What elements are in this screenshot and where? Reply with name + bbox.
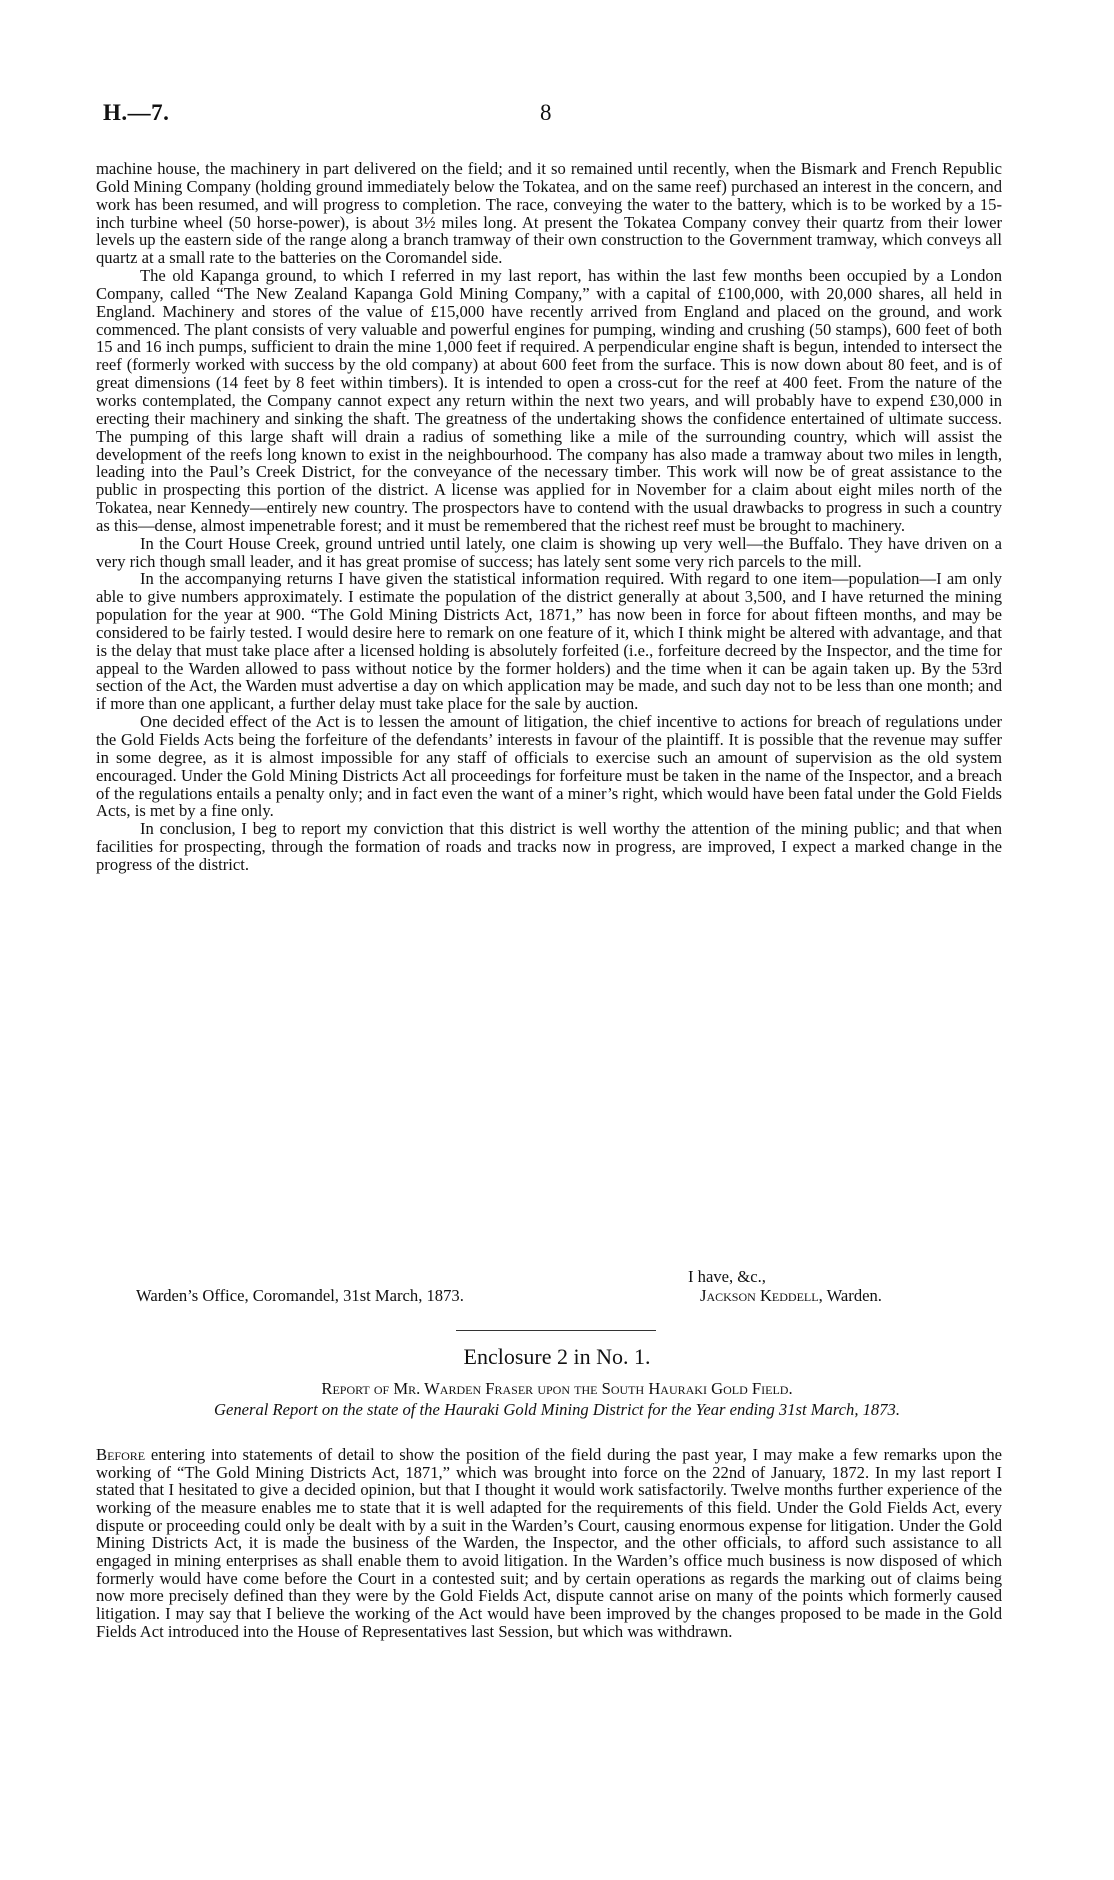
enclosure-heading: Enclosure 2 in No. 1. xyxy=(463,1344,651,1369)
report-title: Report of Mr. Warden Fraser upon the South Hauraki Gold Field. xyxy=(321,1379,793,1398)
warden-report-body xyxy=(96,160,1002,874)
page-number: 8 xyxy=(540,100,552,125)
office-date-line: Warden’s Office, Coromandel, 31st March, 1873. xyxy=(136,1286,464,1305)
section-divider xyxy=(456,1330,656,1331)
paragraph-body: entering into statements of detail to show the position of the field during the past year, I may make a few remarks upon the working of “The Gold Mining Districts Act, 1871,” which was brought into force on the 22nd of January, 1872. In my last report I stated that I hesitated to give a decided opinion, but that I thought it would work satisfactorily. Twelve months further experience of the working of the measure enables me to state that it is well adapted for the requirements of this field. Under the Gold Fields Act, every dispute or proceeding could only be dealt with by a suit in the Warden’s Court, causing enormous expense for litigation. Under the Gold Mining Districts Act, it is made the business of the Warden, the Inspector, and the other officials, to afford such assistance to all engaged in mining enterprises as shall enable them to avoid litigation. In the Warden’s office much business is now disposed of which formerly would have come before the Court in a contested suit; and by certain operations as regards the marking out of claims being now more precisely defined than they were by the Gold Fields Act, dispute cannot arise on many of the points which formerly caused litigation. I may say that I believe the working of the Act would have been improved by the changes proposed to be made in the Gold Fields Act introduced into the House of Representatives last Session, but which was withdrawn. xyxy=(96,1445,1002,1641)
paragraph-kapanga: The old Kapanga ground, to which I referred in my last report, has within the last few months been occupied by a London Company, called “The New Zealand Kapanga Gold Mining Company,” with a capital of £100,000, with 20,000 shares, all held in England. Machinery and stores of the value of £15,000 have recently arrived from England and placed on the ground, and work commenced. The plant consists of very valuable and powerful engines for pumping, winding and crushing (50 stamps), 600 feet of both 15 and 16 inch pumps, sufficient to drain the mine 1,000 feet if required. A perpendicular engine shaft is begun, intended to intersect the reef (formerly worked with success by the old company) at about 600 feet from the surface. This is now down about 80 feet, and is of great dimensions (14 feet by 8 feet within timbers). It is intended to open a cross-cut for the reef at 400 feet. From the nature of the works contemplated, the Company cannot expect any return within the next two years, and will probably have to expend £30,000 in erecting their machinery and sinking the shaft. The greatness of the undertaking shows the confidence entertained of ultimate success. The pumping of this large shaft will drain a radius of something like a mile of the surrounding country, which will assist the development of the reefs long known to exist in the neighbourhood. The company has also made a tramway about two miles in length, leading into the Paul’s Creek District, for the conveyance of the necessary timber. This work will now be of great assistance to the public in prospecting this portion of the district. A license was applied for in November for a claim about eight miles north of the Tokatea, near Kennedy—entirely new country. The prospectors have to contend with the usual drawbacks to progress in such a country as this—dense, almost impenetrable forest; and it must be remembered that the richest reef must be brought to machinery. xyxy=(96,266,1002,535)
general-report-subtitle: General Report on the state of the Hauraki Gold Mining District for the Year ending 31st March, 1873. xyxy=(214,1400,900,1419)
paragraph-machine-house: machine house, the machinery in part delivered on the field; and it so remained until recently, when the Bismark and French Republic Gold Mining Company (holding ground immediately below the Tokatea, and on the same reef) purchased an interest in the concern, and work has been resumed, and will progress to completion. The race, conveying the water to the battery, which is to be worked by a 15-inch turbine wheel (50 horse-power), is about 3½ miles long. At present the Tokatea Company convey their quartz from their lower levels up the eastern side of the range along a branch tramway of their own construction to the Government tramway, which conveys all quartz at a small rate to the batteries on the Coromandel side. xyxy=(96,159,1002,268)
document-reference: H.—7. xyxy=(103,100,170,125)
paragraph-before-entering xyxy=(96,1446,1002,1640)
paragraph-litigation: One decided effect of the Act is to lessen the amount of litigation, the chief incentive to actions for breach of regulations under the Gold Fields Acts being the forfeiture of the defendants’ interests in favour of the plaintiff. It is possible that the revenue may suffer in some degree, as it is almost impossible for any staff of officials to exercise such an amount of supervision as the old system encouraged. Under the Gold Mining Districts Act all proceedings for forfeiture must be taken in the name of the Inspector, and a breach of the regulations entails a penalty only; and in fact even the want of a miner’s right, which would have been fatal under the Gold Fields Acts, is met by a fine only. xyxy=(96,712,1002,821)
signature xyxy=(700,1286,882,1306)
paragraph-conclusion: In conclusion, I beg to report my conviction that this district is well worthy the attention of the mining public; and that when facilities for prospecting, through the formation of roads and tracks now in progress, are improved, I expect a marked change in the progress of the district. xyxy=(96,819,1002,874)
signer-name: Jackson Keddell xyxy=(700,1286,819,1305)
lead-word: Before xyxy=(96,1445,146,1464)
signoff-block xyxy=(96,1267,1002,1307)
paragraph-court-house-creek: In the Court House Creek, ground untried until lately, one claim is showing up very well—the Buffalo. They have driven on a very rich though small leader, and it has great promise of success; has lately sent some very rich parcels to the mill. xyxy=(96,533,1002,571)
paragraph-returns: In the accompanying returns I have given the statistical information required. With regard to one item—population—I am only able to give numbers approximately. I estimate the population of the district generally at about 3,500, and I have returned the mining population for the year at 900. “The Gold Mining Districts Act, 1871,” has now been in force for about fifteen months, and may be considered to be fairly tested. I would desire here to remark on one feature of it, which I think might be altered with advantage, and that is the delay that must take place after a licensed holding is absolutely forfeited (i.e., forfeiture decreed by the Inspector, and the time for appeal to the Warden allowed to pass without notice by the former holders) and the time when it can be again taken up. By the 53rd section of the Act, the Warden must advertise a day on which application may be made, and such day not to be less than one month; and if more than one applicant, a further delay must take place for the sale by auction. xyxy=(96,569,1002,714)
closing-salutation: I have, &c., xyxy=(688,1267,766,1286)
signer-title: , Warden. xyxy=(818,1286,882,1305)
fraser-report-body xyxy=(96,1446,1002,1640)
